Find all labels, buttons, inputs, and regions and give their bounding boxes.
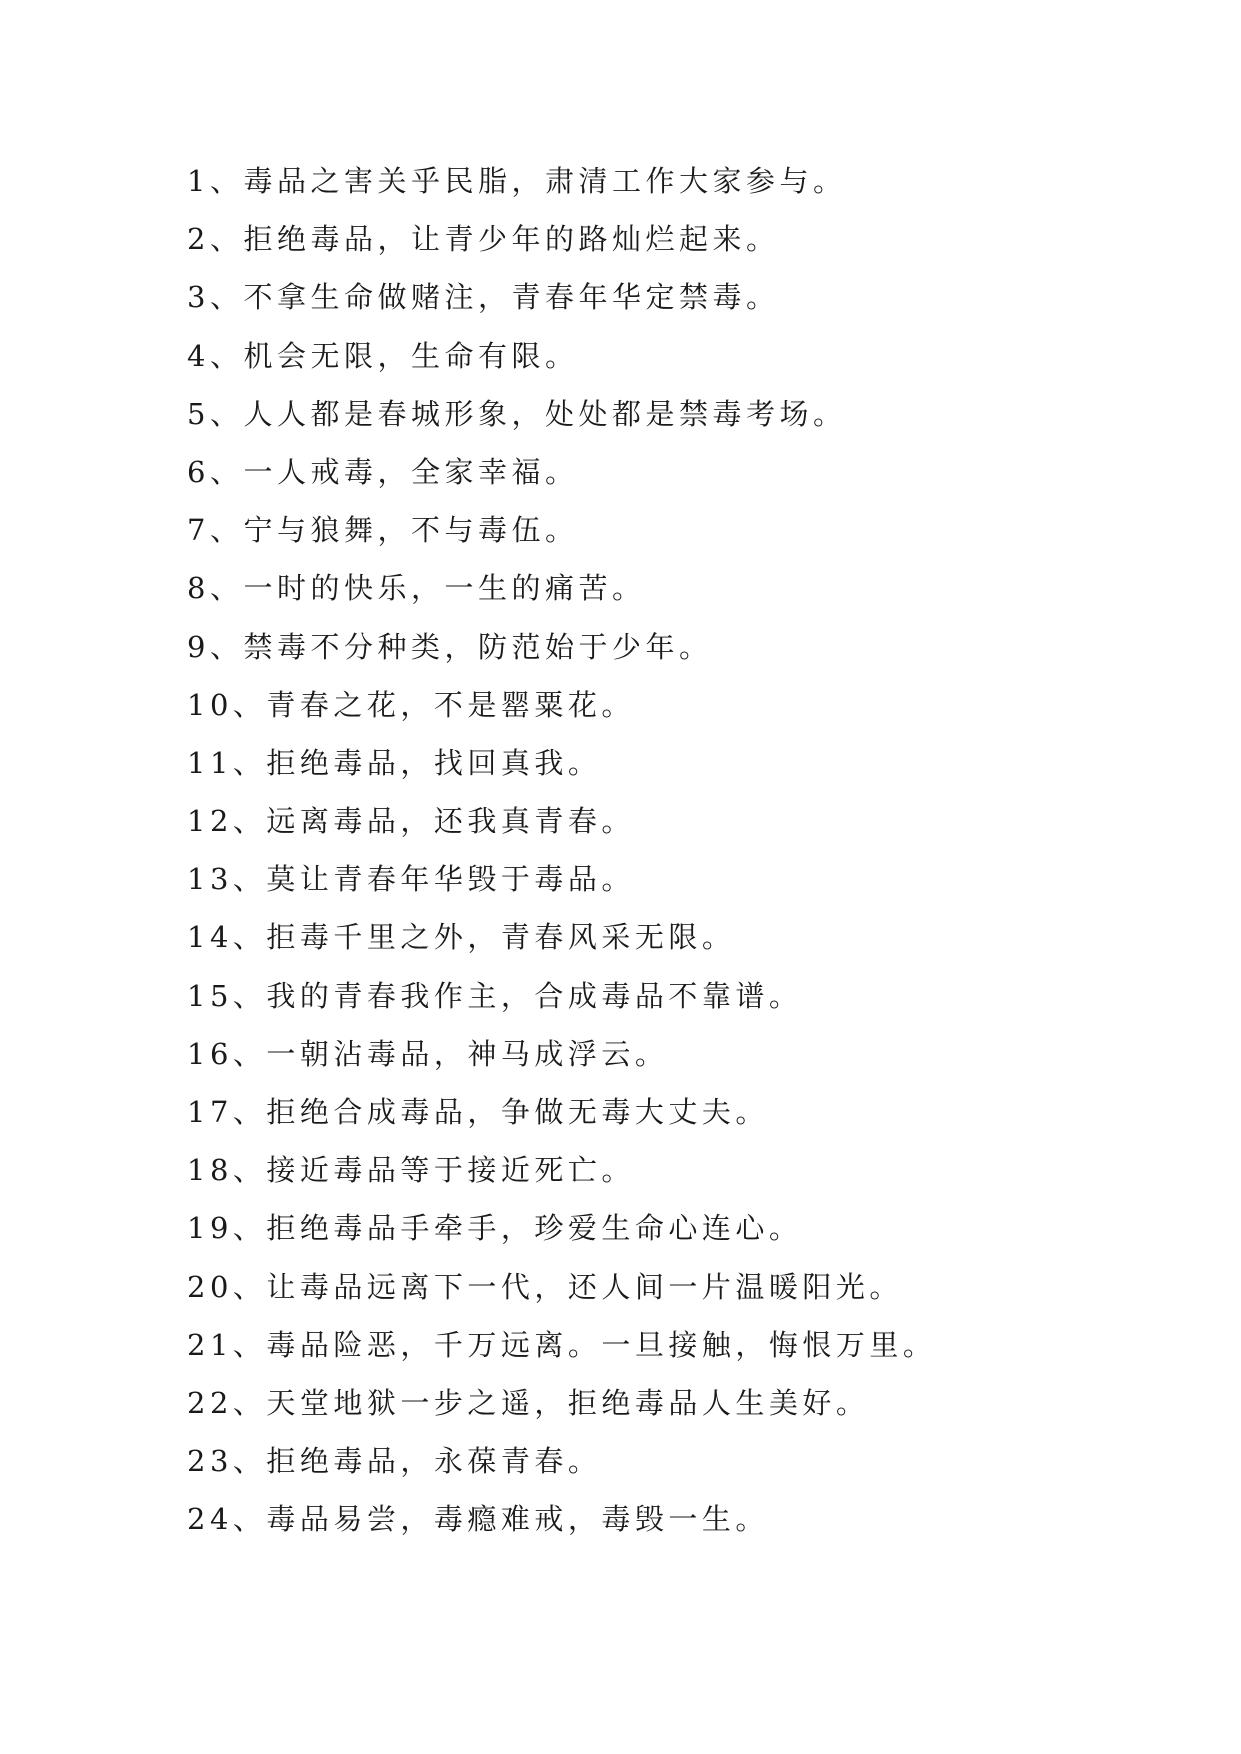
slogan-item: 1、毒品之害关乎民脂，肃清工作大家参与。 xyxy=(187,164,847,198)
slogan-item: 5、人人都是春城形象，处处都是禁毒考场。 xyxy=(187,396,847,431)
slogan-item: 11、拒绝毒品，找回真我。 xyxy=(187,745,602,780)
slogan-item: 20、让毒品远离下一代，还人间一片温暖阳光。 xyxy=(187,1269,903,1304)
slogan-item: 9、禁毒不分种类，防范始于少年。 xyxy=(187,629,713,664)
slogan-item: 22、天堂地狱一步之遥，拒绝毒品人生美好。 xyxy=(187,1385,870,1420)
slogan-item: 2、拒绝毒品，让青少年的路灿烂起来。 xyxy=(187,222,780,257)
slogan-list xyxy=(187,160,936,1557)
slogan-item: 16、一朝沾毒品，神马成浮云。 xyxy=(187,1036,669,1071)
slogan-item: 6、一人戒毒，全家幸福。 xyxy=(187,454,579,489)
slogan-item: 3、不拿生命做赌注，青春年华定禁毒。 xyxy=(187,280,780,315)
slogan-item: 7、宁与狼舞，不与毒伍。 xyxy=(187,513,579,548)
slogan-item: 4、机会无限，生命有限。 xyxy=(187,338,579,373)
slogan-item: 10、青春之花，不是罂粟花。 xyxy=(187,687,635,722)
slogan-item: 21、毒品险恶，千万远离。一旦接触，悔恨万里。 xyxy=(187,1327,937,1362)
slogan-item: 12、远离毒品，还我真青春。 xyxy=(187,804,635,839)
slogan-item: 8、一时的快乐，一生的痛苦。 xyxy=(187,571,646,606)
slogan-item: 17、拒绝合成毒品，争做无毒大丈夫。 xyxy=(187,1095,769,1129)
slogan-item: 18、接近毒品等于接近死亡。 xyxy=(187,1153,635,1188)
slogan-item: 13、莫让青春年华毁于毒品。 xyxy=(187,862,635,897)
slogan-item: 15、我的青春我作主，合成毒品不靠谱。 xyxy=(187,978,803,1013)
slogan-item: 24、毒品易尝，毒瘾难戒，毒毁一生。 xyxy=(187,1502,769,1537)
slogan-item: 23、拒绝毒品，永葆青春。 xyxy=(187,1444,602,1479)
slogan-item: 19、拒绝毒品手牵手，珍爱生命心连心。 xyxy=(187,1211,803,1246)
slogan-item: 14、拒毒千里之外，青春风采无限。 xyxy=(187,920,736,955)
